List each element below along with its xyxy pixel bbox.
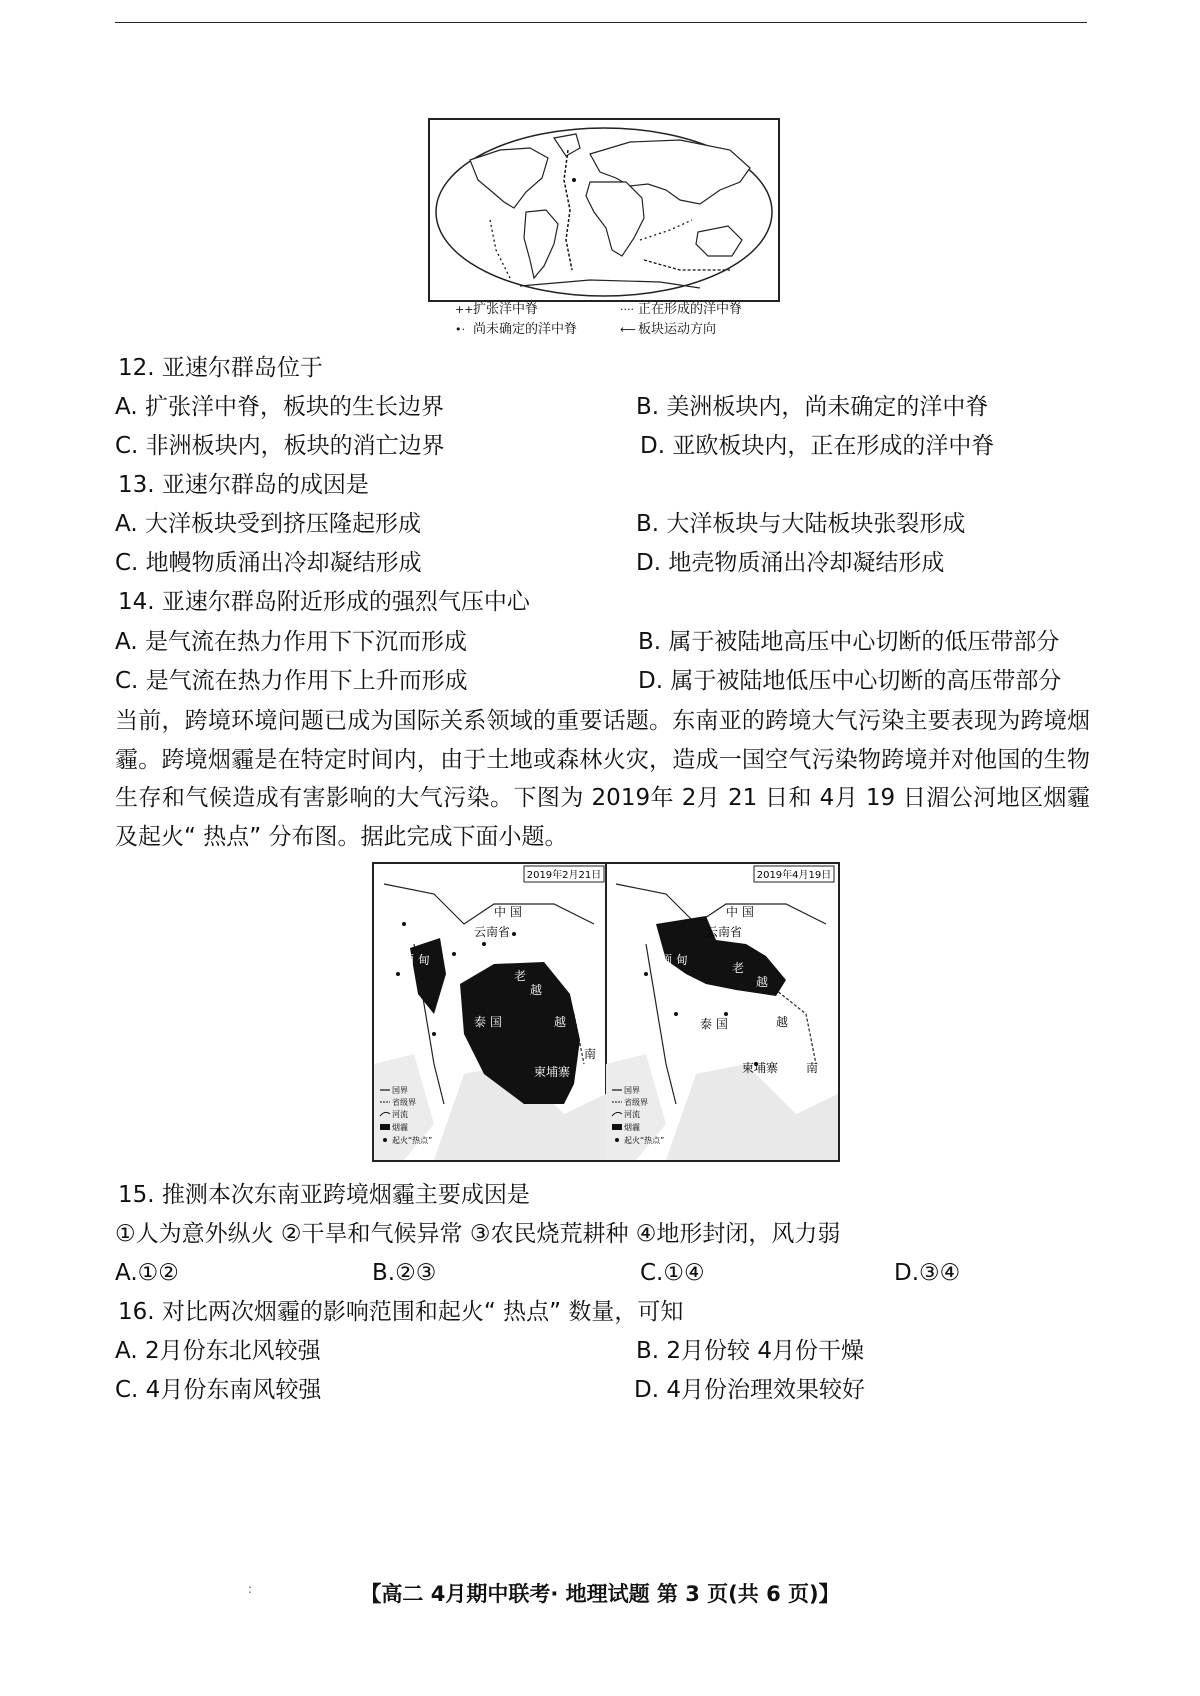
world-map-legend: [455, 300, 785, 340]
svg-text:河流: 河流: [624, 1110, 640, 1119]
tick-line-icon: ++: [455, 303, 474, 316]
haze-hotspot-maps: [372, 862, 840, 1162]
label-yunnan: 云南省: [474, 925, 511, 939]
top-rule: [115, 22, 1087, 23]
q12-stem: 12. 亚速尔群岛位于: [118, 355, 323, 381]
label-yunnan-r: 云南省: [706, 925, 743, 939]
q12-option-b: B. 美洲板块内，尚未确定的洋中脊: [636, 394, 989, 420]
label-thailand-r: 泰 国: [700, 1017, 728, 1031]
q15-option-a: A.①②: [115, 1260, 179, 1286]
q13-stem: 13. 亚速尔群岛的成因是: [118, 472, 369, 498]
q14-option-b: B. 属于被陆地高压中心切断的低压带部分: [638, 629, 1060, 655]
q13-option-d: D. 地壳物质涌出冷却凝结形成: [636, 550, 945, 576]
q15-stem: 15. 推测本次东南亚跨境烟霾主要成因是: [118, 1182, 530, 1208]
q16-stem: 16. 对比两次烟霾的影响范围和起火“ 热点” 数量，可知: [118, 1299, 684, 1325]
label-vietnam-r1: 越: [756, 975, 769, 989]
q12-option-d: D. 亚欧板块内，正在形成的洋中脊: [640, 433, 995, 459]
haze-maps-graphic: [374, 864, 838, 1160]
label-thailand: 泰 国: [474, 1015, 502, 1029]
svg-text:起火“热点”: 起火“热点”: [624, 1136, 665, 1145]
q15-option-c: C.①④: [640, 1260, 705, 1286]
label-china-r: 中 国: [726, 905, 754, 919]
dotted-line-icon: ····: [620, 303, 634, 316]
label-vietnam-1: 越: [530, 983, 543, 997]
label-laos-r: 老: [732, 961, 745, 975]
passage: 当前，跨境环境问题已成为国际关系领域的重要话题。东南亚的跨境大气污染主要表现为跨境烟霾。跨境烟霾是在特定时间内，由于土地或森林火灾，造成一国空气污染物跨境并对他国的生物生存和气候造成有害影响的大气污染。下图为 2019年 2月 21 日和 4月 19 日湄公河地区烟霾及起火“ 热点” 分布图。据此完成下面小题。: [115, 708, 1090, 850]
q16-option-b: B. 2月份较 4月份干燥: [636, 1338, 864, 1364]
svg-text:国界: 国界: [392, 1086, 408, 1095]
label-vietnam-2: 越: [554, 1015, 567, 1029]
svg-text:烟霾: 烟霾: [392, 1123, 408, 1132]
q15-option-b: B.②③: [372, 1260, 437, 1286]
q15-option-d: D.③④: [894, 1260, 961, 1286]
label-china: 中 国: [494, 905, 522, 919]
legend-item: ++扩张洋中脊: [455, 300, 620, 320]
label-cambodia: 柬埔寨: [534, 1065, 571, 1079]
q14-option-a: A. 是气流在热力作用下下沉而形成: [115, 629, 467, 655]
q13-option-c: C. 地幔物质涌出冷却凝结形成: [115, 550, 422, 576]
svg-text:烟霾: 烟霾: [624, 1123, 640, 1132]
world-map-graphic: [430, 120, 778, 300]
label-cambodia-r: 柬埔寨: [742, 1061, 779, 1075]
svg-text:河流: 河流: [392, 1110, 408, 1119]
q13-option-b: B. 大洋板块与大陆板块张裂形成: [636, 511, 966, 537]
legend-item: •· 尚未确定的洋中脊: [455, 320, 620, 340]
map-feb21-date: 2019年2月21日: [526, 870, 602, 881]
q12-option-c: C. 非洲板块内，板块的消亡边界: [115, 433, 445, 459]
label-vietnam-r2: 越: [776, 1015, 789, 1029]
q14-option-c: C. 是气流在热力作用下上升而形成: [115, 668, 468, 694]
page-footer: 【高二 4月期中联考· 地理试题 第 3 页(共 6 页)】: [360, 1582, 840, 1606]
q15-items: ①人为意外纵火 ②干旱和气候异常 ③农民烧荒耕种 ④地形封闭，风力弱: [115, 1221, 841, 1247]
arrow-icon: ⟵: [620, 323, 636, 336]
q14-stem: 14. 亚速尔群岛附近形成的强烈气压中心: [118, 589, 530, 615]
dot-line-icon: •·: [455, 323, 465, 336]
q16-option-a: A. 2月份东北风较强: [115, 1338, 321, 1364]
svg-text:起火“热点”: 起火“热点”: [392, 1136, 433, 1145]
svg-text:省级界: 省级界: [392, 1098, 416, 1107]
legend-item: ···· 正在形成的洋中脊: [620, 300, 785, 320]
footer-mark: :: [248, 1582, 253, 1596]
label-myanmar-r: 缅 甸: [660, 953, 688, 967]
q13-option-a: A. 大洋板块受到挤压隆起形成: [115, 511, 421, 537]
q12-option-a: A. 扩张洋中脊，板块的生长边界: [115, 394, 444, 420]
map-feb21: [374, 866, 606, 1160]
world-plate-map: [428, 118, 780, 302]
label-vietnam-3: 南: [584, 1047, 597, 1061]
q16-option-c: C. 4月份东南风较强: [115, 1377, 322, 1403]
svg-text:国界: 国界: [624, 1086, 640, 1095]
legend-item: ⟵ 板块运动方向: [620, 320, 785, 340]
label-myanmar: 缅 甸: [402, 953, 430, 967]
map-apr19-date: 2019年4月19日: [756, 870, 832, 881]
q14-option-d: D. 属于被陆地低压中心切断的高压带部分: [638, 668, 1062, 694]
label-laos: 老: [514, 969, 527, 983]
map-apr19: [606, 866, 838, 1160]
q16-option-d: D. 4月份治理效果较好: [634, 1377, 865, 1403]
svg-text:省级界: 省级界: [624, 1098, 648, 1107]
label-vietnam-r3: 南: [806, 1061, 819, 1075]
